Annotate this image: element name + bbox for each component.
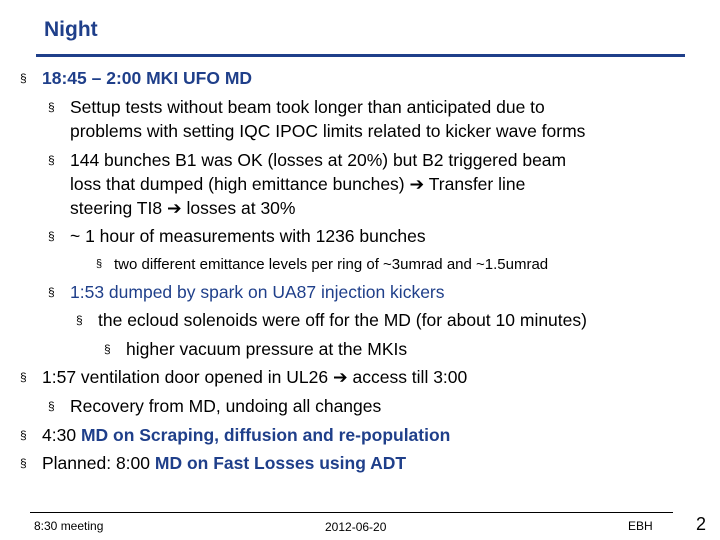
page-number: 2 (696, 514, 707, 534)
bullet-marker: § (48, 285, 55, 299)
bullet-text: 18:45 – 2:00 MKI UFO MD (42, 68, 253, 88)
bullet-continuation (70, 198, 295, 219)
bullet-text: 1:57 ventilation door opened in UL26 (42, 367, 329, 387)
bullet-text: Transfer line (428, 174, 526, 194)
bullet-text: 4:30 (42, 425, 77, 445)
footer-author: EBH (628, 519, 653, 533)
bullet-text-group (42, 425, 450, 446)
footer-rule (30, 512, 673, 513)
bullet-text-group (42, 367, 467, 388)
bullet-marker: § (20, 456, 27, 470)
bullet-text: higher vacuum pressure at the MKIs (126, 339, 408, 359)
bullet-marker: § (48, 100, 55, 114)
bullet-text: losses at 30% (186, 198, 296, 218)
bullet-continuation (70, 174, 525, 195)
bullet-marker: § (20, 370, 27, 384)
footer-left: 8:30 meeting (34, 519, 104, 533)
bullet-text: Recovery from MD, undoing all changes (70, 396, 382, 416)
slide-title: Night (44, 18, 98, 41)
bullet-text-group (42, 453, 406, 474)
bullet-text: MD on Fast Losses using ADT (154, 453, 407, 473)
arrow-icon: ➔ (332, 367, 348, 387)
bullet-marker: § (96, 258, 103, 270)
bullet-text: loss that dumped (high emittance bunches) (70, 174, 405, 194)
bullet-text: 1:53 dumped by spark on UA87 injection kickers (70, 282, 445, 302)
arrow-icon: ➔ (166, 198, 182, 218)
bullet-text: ~ 1 hour of measurements with 1236 bunches (70, 226, 426, 246)
bullet-marker: § (20, 428, 27, 442)
arrow-icon: ➔ (409, 174, 425, 194)
footer-date: 2012-06-20 (325, 520, 387, 534)
bullet-text: steering TI8 (70, 198, 163, 218)
bullet-text: MD on Scraping, diffusion and re-population (80, 425, 451, 445)
bullet-text: 144 bunches B1 was OK (losses at 20%) but B2 triggered beam (70, 150, 567, 170)
bullet-text: access till 3:00 (352, 367, 468, 387)
bullet-marker: § (48, 399, 55, 413)
bullet-continuation: problems with setting IQC IPOC limits related to kicker wave forms (70, 121, 586, 141)
bullet-marker: § (104, 342, 111, 356)
bullet-text: two different emittance levels per ring of ~3umrad and ~1.5umrad (114, 256, 549, 273)
bullet-text: Planned: 8:00 (42, 453, 151, 473)
bullet-marker: § (48, 229, 55, 243)
bullet-marker: § (20, 71, 27, 85)
bullet-marker: § (76, 313, 83, 327)
title-rule (36, 54, 685, 57)
bullet-marker: § (48, 153, 55, 167)
bullet-text: Settup tests without beam took longer than anticipated due to (70, 97, 545, 117)
bullet-text: the ecloud solenoids were off for the MD (for about 10 minutes) (98, 310, 587, 330)
